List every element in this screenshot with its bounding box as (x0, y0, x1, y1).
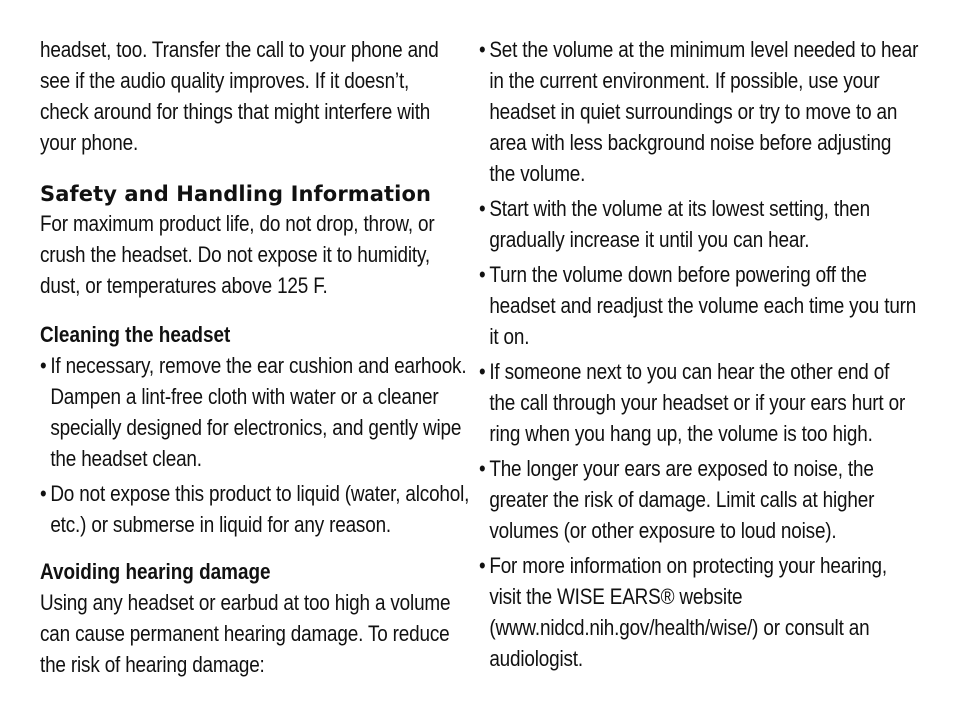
list-item-text: If someone next to you can hear the other end of the call through your headset or if your ears hurt or ring when you hang up, the volume is too high. (489, 359, 906, 446)
bullet-icon: • (40, 481, 47, 506)
list-item (40, 478, 469, 540)
list-item-text: Set the volume at the minimum level needed to hear in the current environment. If possible, use your headset in quiet surroundings or try to move to an area with less background noise before adjusting the volume. (489, 37, 919, 186)
list-item (479, 453, 918, 546)
hearing-paragraph: Using any headset or earbud at too high a volume can cause permanent hearing damage. To reduce the risk of hearing damage: (40, 590, 451, 677)
bullet-icon: • (40, 353, 47, 378)
list-item (479, 550, 918, 674)
list-item (479, 356, 918, 449)
intro-paragraph: headset, too. Transfer the call to your phone and see if the audio quality improves. If it doesn’t, check around for things that might interfere with your phone. (40, 37, 439, 155)
bullet-icon: • (479, 359, 486, 384)
bullet-icon: • (479, 553, 486, 578)
bullet-icon: • (479, 262, 486, 287)
list-item (40, 350, 469, 474)
list-item-text: The longer your ears are exposed to noise, the greater the risk of damage. Limit calls at higher volumes (or other exposure to loud noise). (489, 456, 875, 543)
left-column (40, 34, 470, 680)
list-item-text: If necessary, remove the ear cushion and earhook. Dampen a lint-free cloth with water or a cleaner specially designed for electronics, and gently wipe the headset clean. (50, 353, 467, 471)
bullet-icon: • (479, 196, 486, 221)
hearing-heading: Avoiding hearing damage (40, 559, 271, 584)
bullet-icon: • (479, 456, 486, 481)
list-item-text: Start with the volume at its lowest setting, then gradually increase it until you can hear. (489, 196, 870, 252)
cleaning-heading: Cleaning the headset (40, 322, 231, 347)
safety-paragraph: For maximum product life, do not drop, throw, or crush the headset. Do not expose it to humidity, dust, or temperatures above 125 F. (40, 211, 435, 298)
cleaning-list (40, 350, 470, 540)
list-item (479, 193, 918, 255)
list-item-text: For more information on protecting your hearing, visit the WISE EARS® website (www.nidcd.nih.gov/health/wise/) or consult an audiologist. (489, 553, 888, 671)
list-item (479, 34, 918, 189)
list-item-text: Do not expose this product to liquid (water, alcohol, etc.) or submerse in liquid for any reason. (50, 481, 470, 537)
bullet-icon: • (479, 37, 486, 62)
list-item (479, 259, 918, 352)
right-column (479, 34, 919, 678)
list-item-text: Turn the volume down before powering off the headset and readjust the volume each time you turn it on. (489, 262, 917, 349)
safety-heading: Safety and Handling Information (40, 182, 432, 206)
hearing-tips-list (479, 34, 919, 674)
